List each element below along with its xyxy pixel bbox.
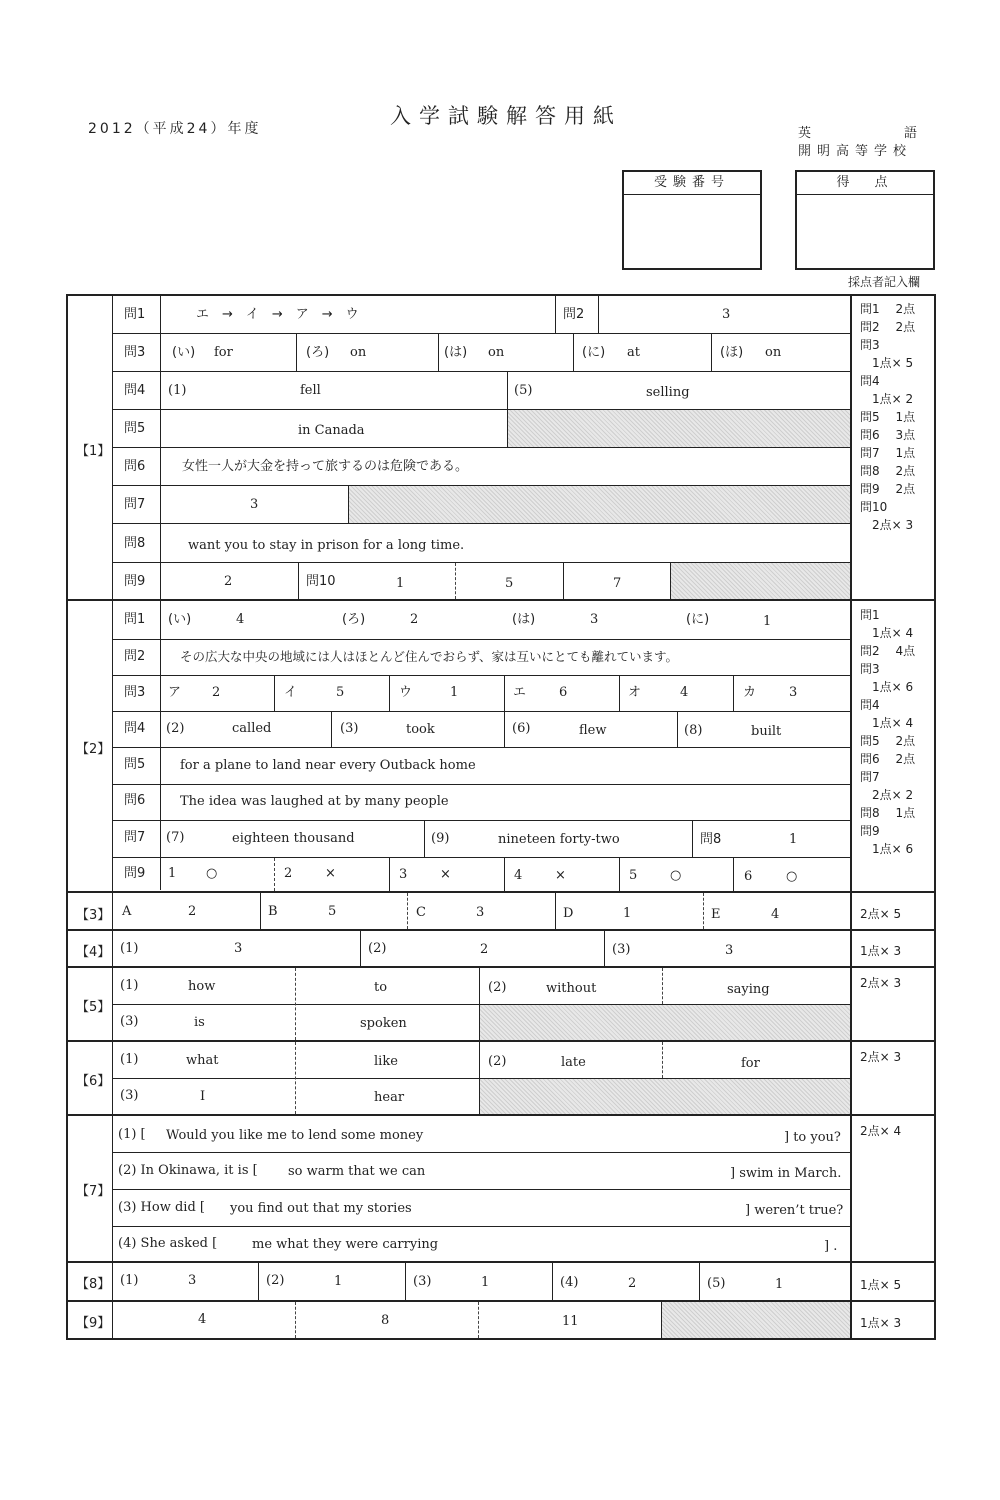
s1-q10-label: 問10 xyxy=(306,574,336,589)
s5-r2-key: (2) xyxy=(488,980,507,995)
s9-value: 4 xyxy=(198,1312,207,1327)
s5-r3-answer-b: spoken xyxy=(360,1016,407,1031)
s3-key: D xyxy=(563,906,574,921)
s1-q9-answer: 2 xyxy=(224,574,233,589)
s1-q2-label: 問2 xyxy=(563,307,585,322)
s7-l1-prefix: (1) [ xyxy=(118,1127,146,1142)
s4-key: (2) xyxy=(368,941,387,956)
s2-q3-key: イ xyxy=(284,685,298,700)
s7-l3-answer: you find out that my stories xyxy=(230,1201,412,1216)
s2-q4-key: (3) xyxy=(340,721,359,736)
s1-q3-key: (ほ) xyxy=(720,345,744,360)
section-8-label: 【8】 xyxy=(76,1277,111,1292)
section-1-label: 【1】 xyxy=(76,444,111,459)
s2-q2-label: 問2 xyxy=(124,649,146,664)
s4-value: 3 xyxy=(725,943,734,958)
s7-l3-suffix: ] weren’t true? xyxy=(745,1203,844,1218)
section-6-label: 【6】 xyxy=(76,1074,111,1089)
s2-q4-key: (2) xyxy=(166,721,185,736)
s2-q3-value: 4 xyxy=(680,685,689,700)
s3-value: 4 xyxy=(771,907,780,922)
s9-value: 11 xyxy=(562,1314,579,1329)
s8-value: 2 xyxy=(628,1276,637,1291)
s1-q4-label: 問4 xyxy=(124,383,146,398)
s3-key: A xyxy=(122,904,132,919)
section-9-label: 【9】 xyxy=(76,1316,111,1331)
s1-q1-answer: エ → イ → ア → ウ xyxy=(196,307,359,322)
s2-q2-answer: その広大な中央の地域には人はほとんど住んでおらず、家は互いにとても離れています。 xyxy=(180,649,679,664)
s1-q3-value: for xyxy=(214,345,233,360)
s1-q4b-key: (5) xyxy=(514,383,533,398)
subject-char-b: 語 xyxy=(903,126,923,141)
page-title: 入学試験解答用紙 xyxy=(390,104,622,128)
section-7-label: 【7】 xyxy=(76,1184,111,1199)
s1-q9-label: 問9 xyxy=(124,574,146,589)
s2-q3-key: カ xyxy=(743,685,757,700)
s2-q1-value: 1 xyxy=(763,614,772,629)
subject-label xyxy=(798,122,923,141)
s1-q1-label: 問1 xyxy=(124,307,146,322)
s5-r1-answer-b: to xyxy=(374,980,388,995)
s1-q5-label: 問5 xyxy=(124,421,146,436)
s2-q4-value: called xyxy=(232,721,272,736)
score-box[interactable] xyxy=(795,170,935,270)
s7-l2-suffix: ] swim in March. xyxy=(730,1166,842,1181)
s1-q3-value: on xyxy=(488,345,505,360)
s2-q3-value: 3 xyxy=(789,685,798,700)
s2-q1-key: (は) xyxy=(512,612,536,627)
s1-q3-value: on xyxy=(765,345,782,360)
s6-r3-answer-b: hear xyxy=(374,1090,405,1105)
s3-value: 2 xyxy=(188,904,197,919)
s9-value: 8 xyxy=(381,1313,390,1328)
s6-r1-key: (1) xyxy=(120,1052,139,1067)
s2-q9-mark: ○ xyxy=(670,868,682,883)
s2-q3-label: 問3 xyxy=(124,685,146,700)
s6-r2-answer-b: for xyxy=(741,1056,760,1071)
s2-q3-key: エ xyxy=(513,685,527,700)
s6-r3-answer-a: I xyxy=(200,1089,206,1104)
s1-q10-answer-b: 5 xyxy=(505,576,514,591)
s3-value: 5 xyxy=(328,904,337,919)
s3-key: C xyxy=(416,905,426,920)
s1-q2-answer: 3 xyxy=(722,307,731,322)
s1-q6-answer: 女性一人が大金を持って旅するのは危険である。 xyxy=(182,459,469,474)
s2-q7b-answer: nineteen forty-two xyxy=(498,832,620,847)
s2-q9-mark: × xyxy=(440,867,451,882)
s1-q4a-key: (1) xyxy=(168,383,187,398)
s5-r1-answer-a: how xyxy=(188,979,216,994)
s2-q8-answer: 1 xyxy=(789,832,798,847)
s8-key: (4) xyxy=(560,1275,579,1290)
s2-q9-mark: ○ xyxy=(786,869,798,884)
s2-q1-label: 問1 xyxy=(124,612,146,627)
s3-key: B xyxy=(268,904,278,919)
s2-q1-value: 4 xyxy=(236,612,245,627)
s6-r2-answer-a: late xyxy=(561,1055,586,1070)
s8-points: 1点× 5 xyxy=(860,1278,902,1292)
s2-q9-mark: × xyxy=(325,866,336,881)
s2-q9-key: 2 xyxy=(284,866,293,881)
s8-key: (3) xyxy=(413,1274,432,1289)
s1-q8-label: 問8 xyxy=(124,536,146,551)
s7-l2-prefix: (2) In Okinawa, it is [ xyxy=(118,1163,258,1178)
s2-q4-key: (8) xyxy=(684,723,703,738)
s5-points: 2点× 3 xyxy=(860,976,902,990)
s2-q6-answer: The idea was laughed at by many people xyxy=(180,794,449,809)
s2-q9-key: 4 xyxy=(514,868,523,883)
section-4-label: 【4】 xyxy=(76,945,111,960)
s4-points: 1点× 3 xyxy=(860,944,902,958)
s7-l4-suffix: ] . xyxy=(824,1239,838,1254)
s6-r1-answer-a: what xyxy=(186,1053,219,1068)
s1-q3-label: 問3 xyxy=(124,345,146,360)
s1-points: 問1 2点 問2 2点 問3 1点× 5 問4 1点× 2 問5 1点 問6 3点 問7 1点 問8 2点 問9 2点 問10 2点× 3 xyxy=(860,302,916,532)
s1-q4b-answer: selling xyxy=(646,385,690,400)
s4-key: (3) xyxy=(612,942,631,957)
s2-q7b-key: (9) xyxy=(431,831,450,846)
s2-q9-mark: × xyxy=(555,868,566,883)
s1-q10-answer-c: 7 xyxy=(613,576,622,591)
s2-q9-key: 6 xyxy=(744,869,753,884)
section-3-label: 【3】 xyxy=(76,908,111,923)
s1-q7-answer: 3 xyxy=(250,497,259,512)
s2-q3-value: 1 xyxy=(450,685,459,700)
s2-q1-key: (に) xyxy=(686,612,710,627)
s2-q1-key: (い) xyxy=(168,612,192,627)
s6-r3-key: (3) xyxy=(120,1088,139,1103)
s2-q1-value: 3 xyxy=(590,612,599,627)
section-5-label: 【5】 xyxy=(76,1000,111,1015)
s1-q3-value: at xyxy=(627,345,640,360)
s1-q8-answer: want you to stay in prison for a long time. xyxy=(188,538,465,553)
s2-q9-label: 問9 xyxy=(124,866,146,881)
s2-q9-key: 1 xyxy=(168,866,177,881)
s3-value: 1 xyxy=(623,906,632,921)
s2-q4-label: 問4 xyxy=(124,721,146,736)
section-2-label: 【2】 xyxy=(76,742,111,757)
s7-l1-suffix: ] to you? xyxy=(784,1130,841,1145)
score-label: 得 点 xyxy=(797,172,933,195)
s8-value: 1 xyxy=(481,1275,490,1290)
s8-key: (1) xyxy=(120,1273,139,1288)
s2-q3-key: オ xyxy=(628,685,642,700)
s1-q5-answer: in Canada xyxy=(298,423,365,438)
s8-value: 1 xyxy=(334,1274,343,1289)
s1-q3-key: (に) xyxy=(582,345,606,360)
s2-q6-label: 問6 xyxy=(124,793,146,808)
s2-points: 問1 1点× 4 問2 4点 問3 1点× 6 問4 1点× 4 問5 2点 問6 2点 問7 2点× 2 問8 1点 問9 1点× 6 xyxy=(860,608,916,856)
s2-q3-value: 2 xyxy=(212,685,221,700)
s1-q6-label: 問6 xyxy=(124,459,146,474)
s7-l1-answer: Would you like me to lend some money xyxy=(166,1128,424,1143)
s2-q9-mark: ○ xyxy=(206,866,218,881)
s2-q4-value: flew xyxy=(579,723,607,738)
s2-q8-label: 問8 xyxy=(700,832,722,847)
subject-char-a: 英 xyxy=(798,126,818,141)
s5-r3-answer-a: is xyxy=(194,1015,205,1030)
s2-q4-value: took xyxy=(406,722,435,737)
s7-l3-prefix: (3) How did [ xyxy=(118,1200,205,1215)
s2-q7a-answer: eighteen thousand xyxy=(232,831,355,846)
s6-points: 2点× 3 xyxy=(860,1050,902,1064)
s2-q1-key: (ろ) xyxy=(342,612,366,627)
exam-year: 2012（平成24）年度 xyxy=(88,121,262,137)
s8-key: (2) xyxy=(266,1273,285,1288)
s1-q3-key: (ろ) xyxy=(306,345,330,360)
s2-q3-value: 5 xyxy=(336,685,345,700)
s3-value: 3 xyxy=(476,905,485,920)
s2-q9-key: 5 xyxy=(629,868,638,883)
s2-q5-answer: for a plane to land near every Outback home xyxy=(180,758,476,773)
s2-q4-value: built xyxy=(751,724,782,739)
s5-r2-answer-b: saying xyxy=(727,982,770,997)
s9-points: 1点× 3 xyxy=(860,1316,902,1330)
s2-q1-value: 2 xyxy=(410,612,419,627)
s1-q7-label: 問7 xyxy=(124,497,146,512)
exam-number-label: 受験番号 xyxy=(624,172,760,195)
s5-r1-key: (1) xyxy=(120,978,139,993)
s7-points: 2点× 4 xyxy=(860,1124,902,1138)
school-name: 開明高等学校 xyxy=(798,144,913,159)
s2-q7-label: 問7 xyxy=(124,830,146,845)
s7-l4-answer: me what they were carrying xyxy=(252,1237,439,1252)
s2-q5-label: 問5 xyxy=(124,757,146,772)
s3-points: 2点× 5 xyxy=(860,907,902,921)
s1-q3-value: on xyxy=(350,345,367,360)
s3-key: E xyxy=(711,907,721,922)
s1-q10-answer-a: 1 xyxy=(396,576,405,591)
s2-q4-key: (6) xyxy=(512,721,531,736)
exam-number-box[interactable] xyxy=(622,170,762,270)
s6-r1-answer-b: like xyxy=(374,1054,398,1069)
s4-value: 3 xyxy=(234,941,243,956)
s8-value: 3 xyxy=(188,1273,197,1288)
s7-l2-answer: so warm that we can xyxy=(288,1164,426,1179)
s8-key: (5) xyxy=(707,1276,726,1291)
s2-q3-key: ア xyxy=(168,685,182,700)
s2-q3-key: ウ xyxy=(399,685,413,700)
s8-value: 1 xyxy=(775,1277,784,1292)
grader-note: 採点者記入欄 xyxy=(848,275,921,289)
s4-value: 2 xyxy=(480,942,489,957)
s1-q3-key: (は) xyxy=(444,345,468,360)
s7-l4-prefix: (4) She asked [ xyxy=(118,1236,218,1251)
s2-q3-value: 6 xyxy=(559,685,568,700)
s5-r3-key: (3) xyxy=(120,1014,139,1029)
s4-key: (1) xyxy=(120,941,139,956)
s1-q3-key: (い) xyxy=(172,345,196,360)
s6-r2-key: (2) xyxy=(488,1054,507,1069)
s5-r2-answer-a: without xyxy=(546,981,597,996)
s1-q4a-answer: fell xyxy=(300,383,321,398)
s2-q7a-key: (7) xyxy=(166,830,185,845)
s2-q9-key: 3 xyxy=(399,867,408,882)
